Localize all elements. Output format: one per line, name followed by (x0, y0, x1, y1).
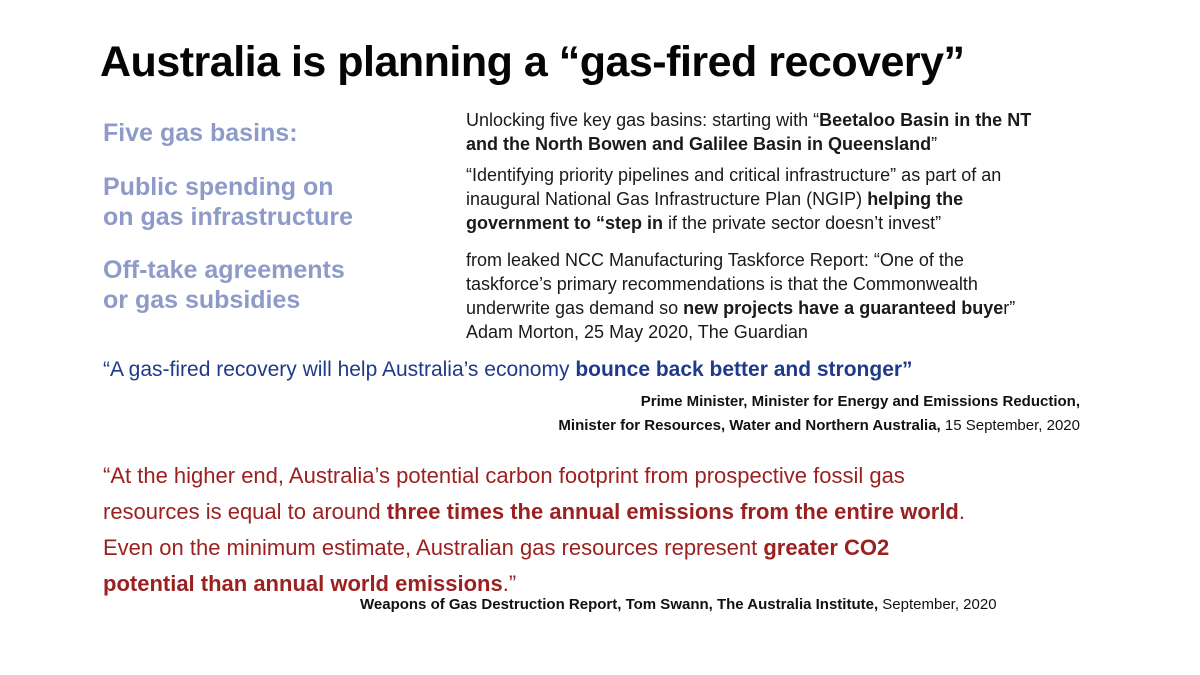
label-line: Five gas basins: (103, 119, 298, 147)
label-line: Off-take agreements (103, 256, 345, 284)
desc-line: Unlocking five key gas basins: starting with “Beetaloo Basin in the NT (466, 110, 1032, 130)
desc-public-spending (466, 163, 1001, 235)
desc-line: inaugural National Gas Infrastructure Plan (NGIP) helping the (466, 189, 964, 209)
label-line: on gas infrastructure (103, 203, 354, 231)
label-five-gas-basins (103, 118, 298, 148)
quote-australia-institute-attribution: Weapons of Gas Destruction Report, Tom Swann, The Australia Institute, September, 2020 (360, 596, 997, 613)
desc-line: “Identifying priority pipelines and critical infrastructure” as part of an (466, 165, 1002, 185)
desc-off-take (466, 248, 1015, 344)
desc-line: and the North Bowen and Galilee Basin in Queensland” (466, 134, 938, 154)
desc-line: taskforce’s primary recommendations is that the Commonwealth (466, 274, 978, 294)
quote-line: Even on the minimum estimate, Australian gas resources represent greater CO2 (103, 535, 890, 560)
quote-prime-minister-attribution: Prime Minister, Minister for Energy and Emissions Reduction, Minister for Resources, Water and Northern Australia, 15 September, 2020 (558, 393, 1080, 434)
label-line: or gas subsidies (103, 286, 301, 314)
desc-five-gas-basins (466, 108, 1031, 156)
quote-prime-minister: “A gas-fired recovery will help Australia’s economy bounce back better and stronger” (103, 358, 913, 381)
quote-line: “At the higher end, Australia’s potential carbon footprint from prospective fossil gas (103, 463, 905, 488)
desc-line: government to “step in if the private sector doesn’t invest” (466, 213, 942, 233)
quote-australia-institute (103, 458, 965, 602)
desc-line: from leaked NCC Manufacturing Taskforce Report: “One of the (466, 250, 964, 270)
label-line: Public spending on (103, 173, 334, 201)
desc-line: Adam Morton, 25 May 2020, The Guardian (466, 322, 808, 342)
quote-line: potential than annual world emissions.” (103, 571, 517, 596)
page-title: Australia is planning a “gas-fired recovery” (100, 38, 965, 86)
desc-line: underwrite gas demand so new projects have a guaranteed buyer” (466, 298, 1016, 318)
quote-line: resources is equal to around three times the annual emissions from the entire world. (103, 499, 965, 524)
label-off-take (103, 255, 345, 315)
label-public-spending (103, 172, 353, 232)
